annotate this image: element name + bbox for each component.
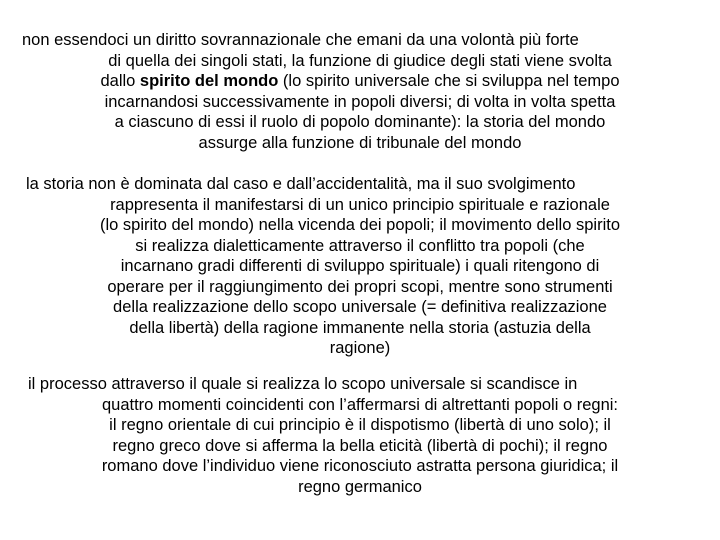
text-line bbox=[0, 71, 720, 92]
text-line: ragione) bbox=[329, 339, 391, 357]
text-line: quattro momenti coincidenti con l’affermarsi di altrettanti popoli o regni: bbox=[101, 395, 619, 414]
text-line: il processo attraverso il quale si realizza lo scopo universale si scandisce in bbox=[28, 375, 578, 393]
text-line: della realizzazione dello scopo universale (= definitiva realizzazione bbox=[113, 298, 607, 316]
paragraph-four-moments bbox=[0, 374, 720, 497]
text-line: operare per il raggiungimento dei propri scopi, mentre sono strumenti bbox=[107, 277, 613, 296]
text-line: (lo spirito del mondo) nella vicenda dei popoli; il movimento dello spirito bbox=[99, 216, 621, 234]
bold-term-spirito-del-mondo: spirito del mondo bbox=[139, 72, 279, 90]
text-line: di quella dei singoli stati, la funzione di giudice degli stati viene svolta bbox=[108, 51, 612, 70]
text-line: regno germanico bbox=[298, 477, 422, 496]
text-line: non essendoci un diritto sovrannazionale che emani da una volontà più forte bbox=[22, 31, 579, 49]
text-line: il regno orientale di cui principio è il dispotismo (libertà di uno solo); il bbox=[109, 416, 611, 434]
text-line: incarnano gradi differenti di sviluppo spirituale) i quali ritengono di bbox=[120, 257, 600, 275]
paragraph-world-spirit-tribunal bbox=[0, 30, 720, 153]
text-line: incarnandosi successivamente in popoli diversi; di volta in volta spetta bbox=[104, 92, 616, 111]
text-line: rappresenta il manifestarsi di un unico principio spirituale e razionale bbox=[110, 195, 610, 214]
text-line: la storia non è dominata dal caso e dall’accidentalità, ma il suo svolgimento bbox=[26, 175, 576, 193]
text-line: romano dove l’individuo viene riconosciuto astratta persona giuridica; il bbox=[101, 457, 619, 475]
paragraph-history-rational-principle bbox=[0, 174, 720, 359]
text-segment: (lo spirito universale che si sviluppa nel tempo bbox=[278, 72, 620, 90]
text-line: regno greco dove si afferma la bella eticità (libertà di pochi); il regno bbox=[112, 436, 608, 455]
text-segment: dallo bbox=[100, 72, 140, 90]
text-line: assurge alla funzione di tribunale del mondo bbox=[198, 133, 522, 152]
text-line: si realizza dialetticamente attraverso il conflitto tra popoli (che bbox=[135, 236, 585, 255]
text-line: a ciascuno di essi il ruolo di popolo dominante): la storia del mondo bbox=[114, 113, 606, 131]
text-line: della libertà) della ragione immanente nella storia (astuzia della bbox=[129, 318, 591, 337]
